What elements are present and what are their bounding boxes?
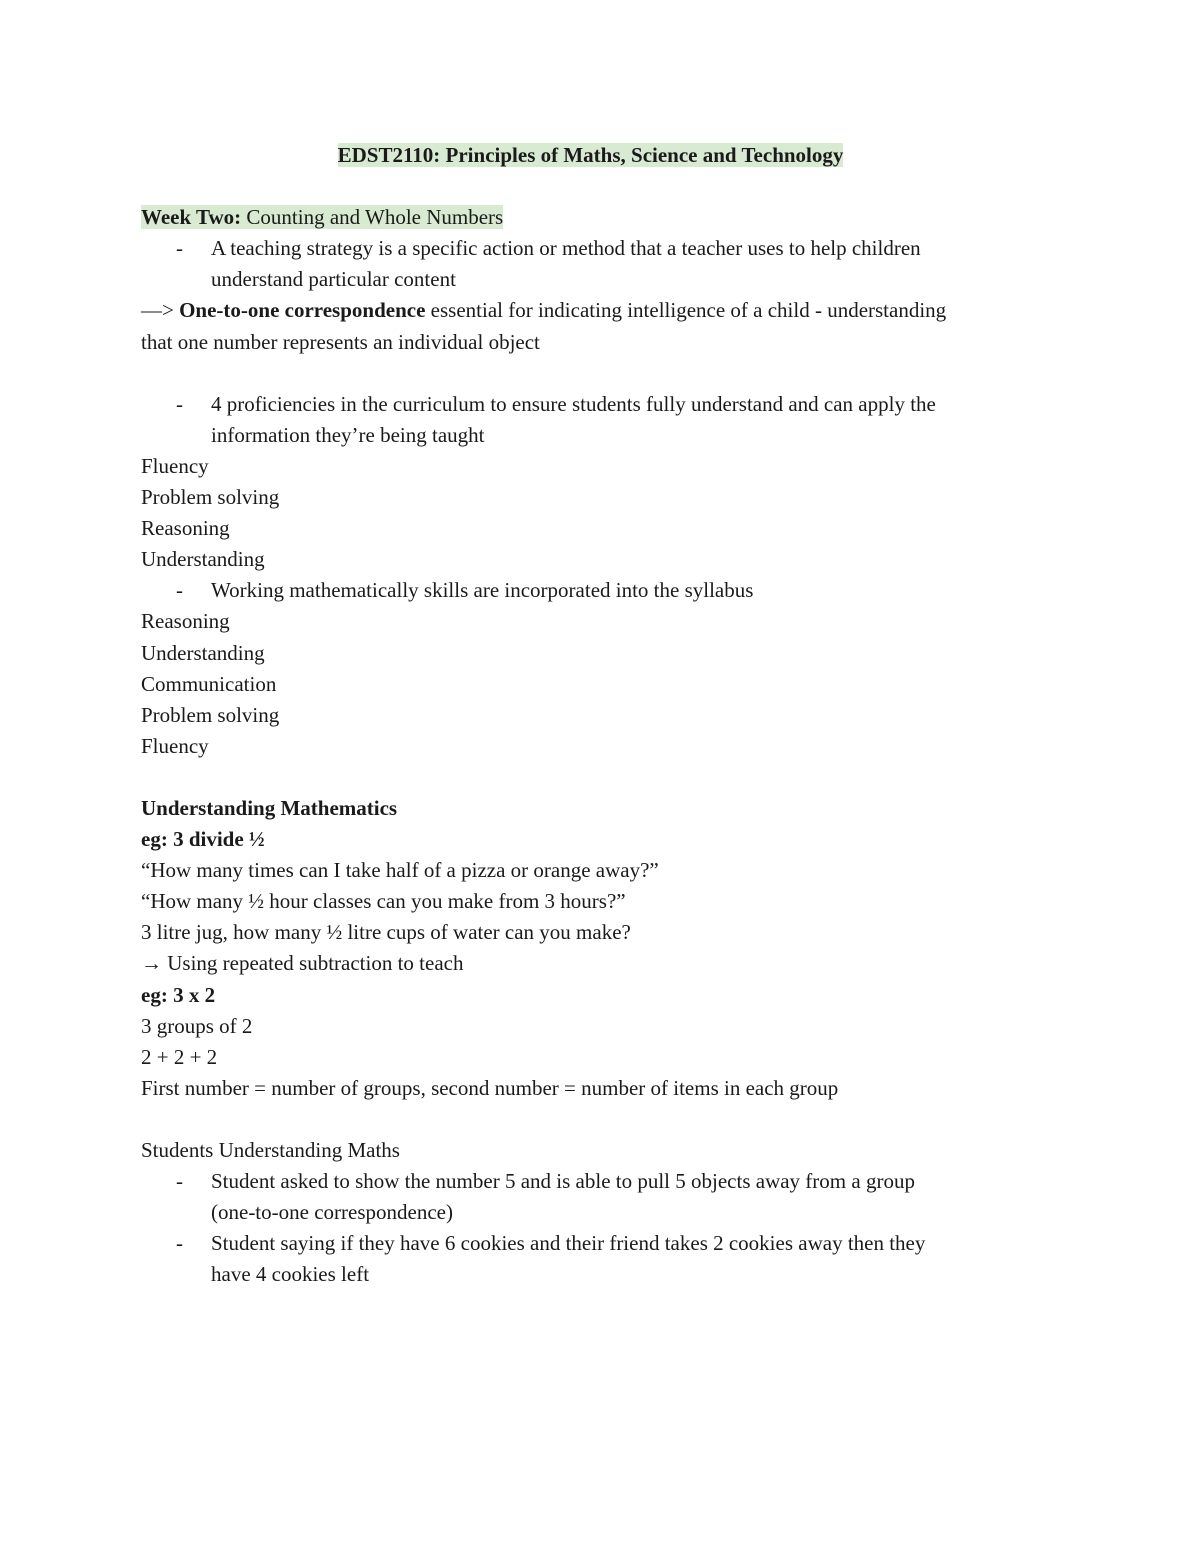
example-multiply-line: First number = number of groups, second number = number of items in each group bbox=[141, 1075, 839, 1100]
correspondence-arrow: —> bbox=[141, 298, 180, 323]
working-math-item: Fluency bbox=[141, 733, 209, 758]
student-1-line1: Student asked to show the number 5 and is able to pull 5 objects away from a group bbox=[211, 1169, 915, 1194]
teaching-strategy-line1: A teaching strategy is a specific action or method that a teacher uses to help children bbox=[211, 236, 921, 261]
proficiencies-line2: information they’re being taught bbox=[211, 422, 485, 447]
title-row bbox=[131, 140, 1050, 171]
document-title: EDST2110: Principles of Maths, Science and Technology bbox=[337, 143, 844, 167]
understanding-heading: Understanding Mathematics bbox=[141, 795, 398, 820]
proficiency-item: Fluency bbox=[141, 453, 209, 478]
bullet-dash: - bbox=[176, 578, 183, 603]
bullet-proficiencies bbox=[141, 389, 1050, 420]
teaching-strategy-line2: understand particular content bbox=[211, 267, 456, 292]
bullet-student-1 bbox=[141, 1166, 1050, 1197]
bullet-dash: - bbox=[176, 391, 183, 416]
correspondence-line2: that one number represents an individual object bbox=[141, 329, 540, 354]
correspondence-rest: essential for indicating intelligence of a child - understanding bbox=[425, 298, 947, 323]
proficiency-item: Understanding bbox=[141, 547, 265, 572]
working-math-line1: Working mathematically skills are incorporated into the syllabus bbox=[211, 578, 754, 603]
spacer bbox=[141, 358, 1050, 389]
week-topic: Counting and Whole Numbers bbox=[241, 205, 504, 230]
example-multiply: eg: 3 x 2 bbox=[141, 982, 216, 1007]
proficiency-item: Problem solving bbox=[141, 485, 280, 510]
correspondence-term: One-to-one correspondence bbox=[179, 298, 426, 323]
students-heading: Students Understanding Maths bbox=[141, 1138, 400, 1162]
bullet-working-math bbox=[141, 575, 1050, 606]
bullet-student-2 bbox=[141, 1228, 1050, 1259]
bullet-teaching-strategy bbox=[141, 233, 1050, 264]
student-2-line2: have 4 cookies left bbox=[211, 1262, 370, 1287]
week-heading bbox=[141, 202, 1050, 233]
example-multiply-line: 3 groups of 2 bbox=[141, 1013, 253, 1038]
proficiency-item: Reasoning bbox=[141, 516, 230, 541]
bullet-dash: - bbox=[176, 236, 183, 261]
correspondence-line bbox=[141, 295, 1050, 326]
student-2-line1: Student saying if they have 6 cookies and their friend takes 2 cookies away then they bbox=[211, 1231, 926, 1256]
example-divide: eg: 3 divide ½ bbox=[141, 827, 265, 852]
bullet-dash: - bbox=[176, 1169, 183, 1194]
example-divide-line: “How many ½ hour classes can you make from 3 hours?” bbox=[141, 889, 626, 914]
spacer bbox=[141, 762, 1050, 793]
week-label: Week Two: bbox=[141, 205, 242, 230]
student-1-line2: (one-to-one correspondence) bbox=[211, 1200, 453, 1225]
spacer bbox=[141, 1104, 1050, 1135]
example-divide-line: → Using repeated subtraction to teach bbox=[141, 951, 464, 976]
working-math-item: Reasoning bbox=[141, 609, 230, 634]
spacer bbox=[141, 171, 1050, 202]
example-divide-line: 3 litre jug, how many ½ litre cups of water can you make? bbox=[141, 920, 631, 945]
working-math-item: Understanding bbox=[141, 640, 265, 665]
working-math-item: Communication bbox=[141, 671, 277, 696]
proficiencies-line1: 4 proficiencies in the curriculum to ensure students fully understand and can apply the bbox=[211, 391, 936, 416]
bullet-dash: - bbox=[176, 1231, 183, 1256]
working-math-item: Problem solving bbox=[141, 702, 280, 727]
example-multiply-line: 2 + 2 + 2 bbox=[141, 1044, 218, 1069]
example-divide-line: “How many times can I take half of a pizza or orange away?” bbox=[141, 858, 659, 883]
